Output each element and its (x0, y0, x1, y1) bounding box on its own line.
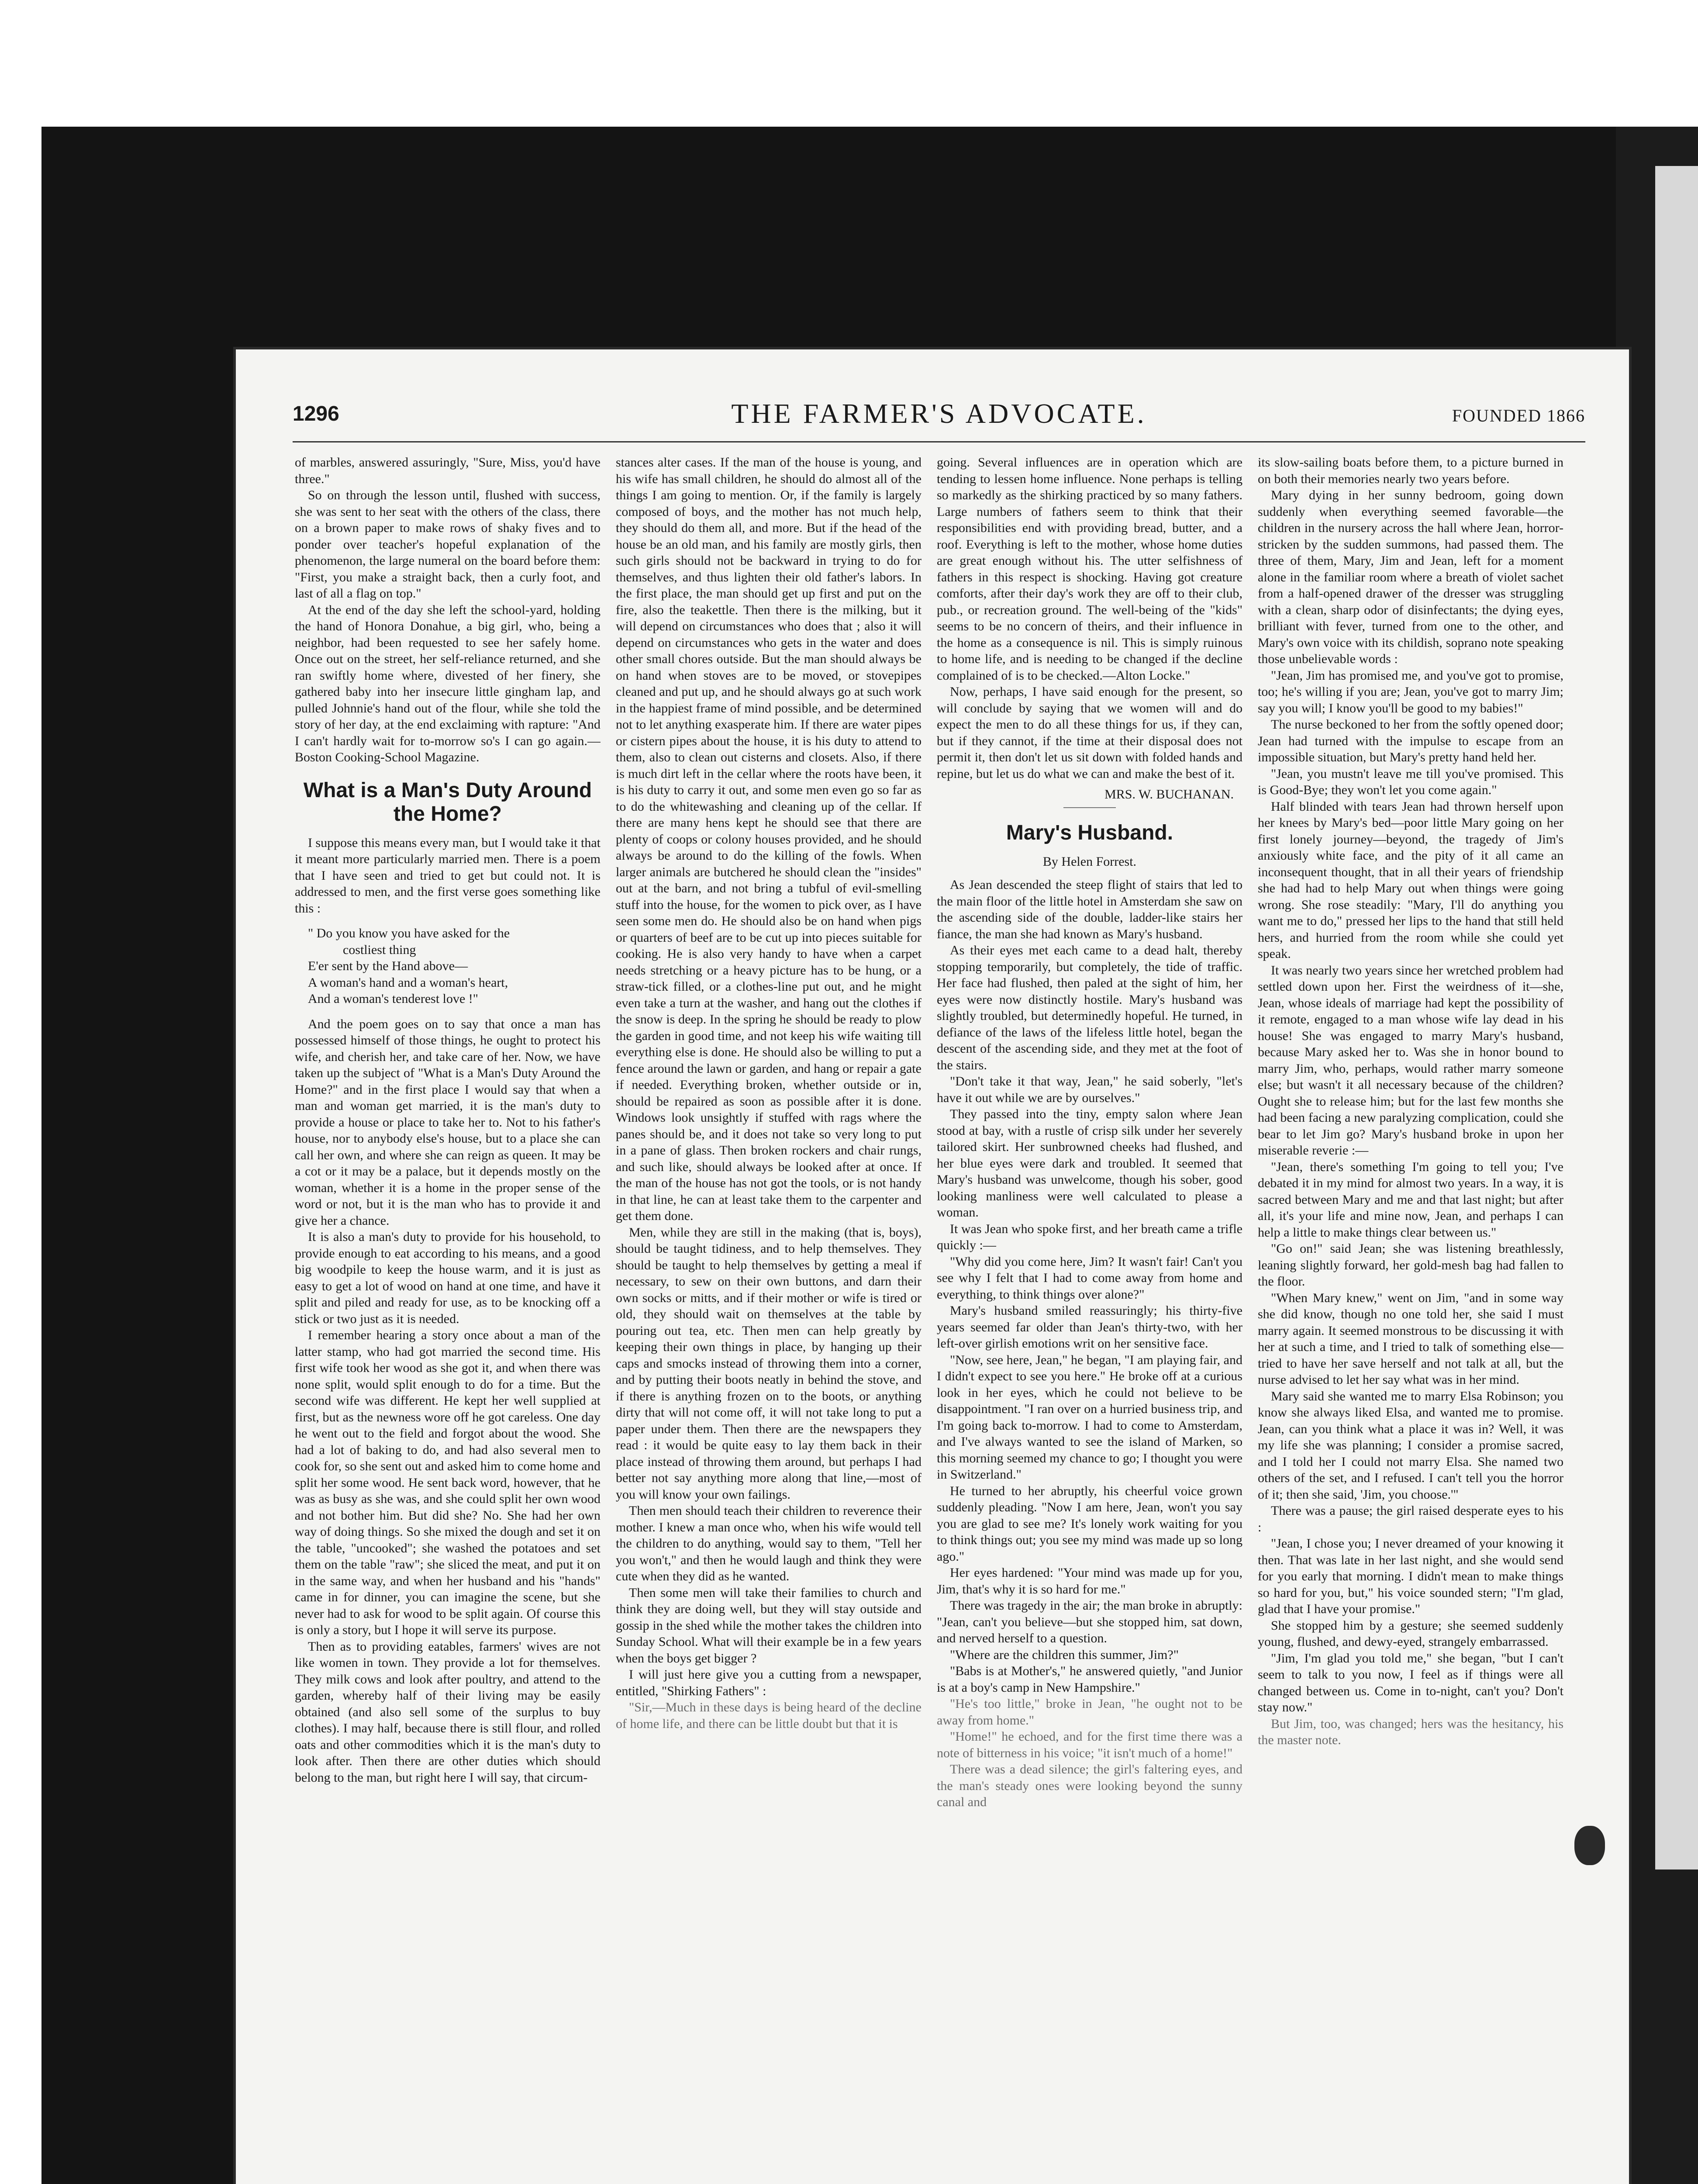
paragraph: I suppose this means every man, but I would take it that it meant more particularly married men. There is a poem that I have seen and tried to get but could not. It is addressed to men, and the first verse goes something like this : (295, 835, 601, 916)
poem-line: And a woman's tenderest love !" (308, 992, 479, 1006)
paragraph: Now, perhaps, I have said enough for the present, so will conclude by saying that we women will and do expect the men to do all these things for us, if they can, but if they cannot, if the time at their disposal does not permit it, then don't let us sit down with folded hands and repine, but let us do what we can and make the best of it. (937, 684, 1242, 781)
paragraph: "Go on!" said Jean; she was listening breathlessly, leaning slightly forward, her gold-mesh bag had fallen to the floor. (1258, 1241, 1563, 1289)
paragraph: "Now, see here, Jean," he began, "I am playing fair, and I didn't expect to see you here." He broke off at a curious look in her eyes, which he could not believe to be disappointment. "I ran over on a hurried business trip, and I'm going back to-morrow. I had to come to Amsterdam, and I've always wanted to see the island of Marken, so this morning seemed my chance to go; I thought you were in Switzerland." (937, 1352, 1242, 1482)
column-3 (937, 454, 1242, 2184)
paragraph: "Sir,—Much in these days is being heard of the decline of home life, and there can be little doubt but that it is (616, 1700, 921, 1731)
paragraph: They passed into the tiny, empty salon where Jean stood at bay, with a rustle of crisp silk under her severely tailored skirt. Her sunbrowned cheeks had flushed, and her blue eyes were dark and troubled. It seemed that Mary's husband was unwelcome, though his sober, good looking manliness were well calculated to please a woman. (937, 1107, 1242, 1220)
poem-line: A woman's hand and a woman's heart, (308, 975, 508, 990)
paragraph: There was a dead silence; the girl's faltering eyes, and the man's steady ones were looking beyond the sunny canal and (937, 1762, 1242, 1809)
paragraph: going. Several influences are in operation which are tending to lessen home influence. None perhaps is telling so markedly as the shirking practiced by so many fathers. Large numbers of fathers seem to think that their responsibilities end with providing bread, butter, and a roof. Everything is left to the mother, whose home duties are great enough without his. The utter selfishness of fathers in this respect is shocking. Having got creature comforts, after their day's work they are off to their club, pub., or recreation ground. The well-being of the "kids" seems to be no concern of theirs, and their influence in the home as a consequence is nil. This is simply ruinous to home life, and is needing to be changed if the decline complained of is to be checked.—Alton Locke." (937, 455, 1242, 683)
paragraph: "Jean, I chose you; I never dreamed of your knowing it then. That was late in her last night, and she would send for you early that morning. I didn't mean to make things so hard for you, but," his voice sounded stern; "I'm glad, glad that I have your promise." (1258, 1536, 1563, 1616)
paragraph: "When Mary knew," went on Jim, "and in some way she did know, though no one told her, she said I must marry again. It seemed monstrous to be discussing it with her at such a time, and I tried to talk of something else—tried to have her save herself and not talk at all, but the nurse advised to let her say what was in her mind. (1258, 1290, 1563, 1387)
page-header (293, 397, 1585, 442)
paragraph: "Babs is at Mother's," he answered quietly, "and Junior is at a boy's camp in New Hampshire." (937, 1664, 1242, 1695)
paragraph: "He's too little," broke in Jean, "he ought not to be away from home." (937, 1697, 1242, 1728)
paragraph: stances alter cases. If the man of the house is young, and his wife has small children, he should do almost all of the things I am going to mention. Or, if the family is largely composed of boys, and the mother has not much help, they should do them all, and more. But if the head of the house be an old man, and his family are mostly girls, then such girls should not be backward in trying to do for themselves, and thus lighten their old father's labors. In the first place, the man should get up first and put on the fire, also the teakettle. Then there is the milking, but it will depend on circumstances who does that ; also it will depend on circumstances who gets in the water and does other small chores outside. But the man should always be on hand when stoves are to be moved, or stovepipes cleaned and put up, and he should always go at such work in the happiest frame of mind possible, and be determined not to let anything exasperate him. If there are water pipes or cistern pipes about the house, it is his duty to attend to them, also to clean out cisterns and closets. Also, if there is much dirt left in the cellar where the roots have been, it is his duty to carry it out, and some men even go so far as to do the whitewashing and cleaning up of the cellar. If there are many hens kept he should see that there are plenty of coops or colony houses provided, and he should always be around to do the killing of the fowls. When larger animals are butchered he should clean the "insides" out at the barn, and not bring a tubful of evil-smelling stuff into the house, for the women to pick over, as I have seen some men do. He should also be on hand when pigs or quarters of beef are to be cut up into pieces suitable for cooking. He is also very handy to have when a carpet needs stretching or a heavy picture has to be hung, or a straw-tick filled, or a clothes-line put out, and he might even take a turn at the washer, and hang out the clothes if the snow is deep. In the spring he should be ready to plow the garden in good time, and not keep his wife waiting till everything else is done. He should also be willing to put a fence around the lawn or garden, and hang or repair a gate if needed. Everything broken, whether outside or in, should be repaired as soon as possible after it is done. Windows look unsightly if stuffed with rags where the panes should be, and it does not take so very long to put in a pane of glass. Then broken rockers and chair rungs, and such like, should always be looked after at once. If the man of the house has not got the tools, or is not handy in that line, he can at least take them to the carpenter and get them done. (616, 455, 921, 1223)
column-1 (295, 454, 601, 2184)
masthead-title: THE FARMER'S ADVOCATE. (731, 398, 1147, 429)
paragraph: It is also a man's duty to provide for his household, to provide enough to eat according to his means, and a good big woodpile to keep the house warm, and it is just as easy to get a lot of wood on hand at one time, and have it split and piled and ready for use, as to be knocking off a stick or two just as it is needed. (295, 1230, 601, 1326)
paragraph: At the end of the day she left the school-yard, holding the hand of Honora Donahue, a big girl, who, being a neighbor, had been requested to see her safely home. Once out on the street, her self-reliance returned, and she ran swiftly home where, divested of her finery, she gathered baby into her insecure little gingham lap, and pulled Johnnie's hand out of the flour, while she told the story of her day, at the end exclaiming with rapture: "And I can't hardly wait for to-morrow so's I can go again.—Boston Cooking-School Magazine. (295, 602, 601, 764)
byline: By Helen Forrest. (1042, 854, 1137, 869)
paragraph: "Where are the children this summer, Jim?" (950, 1647, 1179, 1662)
paragraph: "Jim, I'm glad you told me," she began, "but I can't seem to talk to you now, I feel as if things were all changed between us. Come in to-night, can't you? Don't stay now." (1258, 1651, 1563, 1714)
paragraph: She stopped him by a gesture; she seemed suddenly young, flushed, and dewy-eyed, strangely embarrassed. (1258, 1618, 1563, 1649)
paragraph: "Home!" he echoed, and for the first time there was a note of bitterness in his voice; "it isn't much of a home!" (937, 1729, 1242, 1760)
paragraph: So on through the lesson until, flushed with success, she was sent to her seat with the others of the class, there on a brown paper to make rows of shaky fives and to ponder over teacher's hopeful explanation of the phenomenon, the large numeral on the board before them: "First, you make a straight back, then a curly foot, and last of all a flag on top." (295, 488, 601, 601)
poem-line: costliest thing (343, 942, 416, 957)
column-4 (1258, 454, 1563, 2184)
founded-date: FOUNDED 1866 (1452, 406, 1585, 425)
poem-line: " Do you know you have asked for the (308, 926, 510, 940)
paragraph: "Why did you come here, Jim? It wasn't fair! Can't you see why I felt that I had to come away from home and everything, to think things over alone?" (937, 1254, 1242, 1302)
paragraph: Mary dying in her sunny bedroom, going down suddenly when everything seemed favorable—the children in the nursery across the hall where Jean, horror-stricken by the sudden summons, had passed them. The three of them, Mary, Jim and Jean, left for a moment alone in the familiar room where a breath of violet sachet from a half-opened drawer of the dresser was struggling with a clean, sharp odor of disinfectants; the dying eyes, brilliant with fever, turned from one to the other, and Mary's own voice with its childish, soprano note speaking those unbelievable words : (1258, 488, 1563, 666)
paragraph: "Don't take it that way, Jean," he said soberly, "let's have it out while we are by ourselves." (937, 1074, 1242, 1105)
paragraph: "Jean, Jim has promised me, and you've got to promise, too; he's willing if you are; Jean, you've got to marry Jim; say you will; I know you'll be good to my babies!" (1258, 668, 1563, 715)
paragraph: Then as to providing eatables, farmers' wives are not like women in town. They provide a lot for themselves. They milk cows and look after poultry, and attend to the garden, whereby half of their living may be easily obtained (and also sell some of the surplus to buy clothes). I may half, because there is still flour, and rolled oats and other commodities which it is the man's duty to look after. Then there are other duties which should belong to the man, but right here I will say, that circum- (295, 1639, 601, 1785)
page-number: 1296 (293, 402, 339, 425)
paragraph: I will just here give you a cutting from a newspaper, entitled, "Shirking Fathers" : (616, 1667, 921, 1698)
paragraph: "Jean, you mustn't leave me till you've promised. This is Good-Bye; they won't let you come again." (1258, 766, 1563, 797)
article-title: Mary's Husband. (1006, 821, 1173, 844)
paragraph: Then some men will take their families to church and think they are doing well, but they will stay outside and gossip in the shed while the mother takes the children into Sunday School. What will their example be in a few years when the boys get bigger ? (616, 1585, 921, 1666)
paragraph: of marbles, answered assuringly, "Sure, Miss, you'd have three." (295, 455, 601, 486)
divider (1063, 807, 1116, 808)
paragraph: There was tragedy in the air; the man broke in abruptly: "Jean, can't you believe—but she stopped him, sat down, and nerved herself to a question. (937, 1598, 1242, 1645)
paragraph: It was nearly two years since her wretched problem had settled down upon her. First the weirdness of it—she, Jean, whose ideals of marriage had kept the possibility of it remote, engaged to a man whose wife lay dead in his house! She was engaged to marry Mary's husband, because Mary asked her to. Was she in honor bound to marry Jim, who, perhaps, would rather marry someone else; but wasn't it all necessary because of the children? Ought she to release him; but for the last few months she had been facing a new paralyzing complication, could she bear to let Jim go? Mary's husband broke in upon her miserable reverie :— (1258, 963, 1563, 1158)
paragraph: The nurse beckoned to her from the softly opened door; Jean had turned with the impulse to escape from an impossible situation, but Mary's pretty hand held her. (1258, 717, 1563, 764)
paragraph: Men, while they are still in the making (that is, boys), should be taught tidiness, and to help themselves. They should be taught to help themselves by getting a meal if necessary, to sew on their own buttons, and darn their own socks or mitts, and if their mother or wife is tired or old, they should wait on themselves at the table by pouring out tea, etc. Then men can help greatly by keeping their own things in place, by hanging up their caps and smocks instead of throwing them into a corner, and by putting their boots neatly in behind the stove, and if there is anything frozen on to the boots, or anything dirty that will not come off, it will not take long to put a paper under them. Then there are the newspapers they read : it would be quite easy to lay them back in their place instead of throwing them around, but perhaps I had better not say anything more along that line,—most of you will know your own failings. (616, 1225, 921, 1502)
paragraph: There was a pause; the girl raised desperate eyes to his : (1258, 1503, 1563, 1534)
paragraph: Mary's husband smiled reassuringly; his thirty-five years seemed far older than Jean's thirty-two, with her left-over girlish emotions writ on her sensitive face. (937, 1303, 1242, 1351)
paragraph: its slow-sailing boats before them, to a picture burned in on both their memories nearly two years before. (1258, 455, 1563, 486)
newspaper-page (236, 349, 1629, 2184)
author-signature: MRS. W. BUCHANAN. (1104, 787, 1234, 802)
paragraph: It was Jean who spoke first, and her breath came a trifle quickly :— (937, 1221, 1242, 1252)
paragraph: I remember hearing a story once about a man of the latter stamp, who had got married the second time. His first wife took her wood as she got it, and when there was none split, would split enough to do for a time. But the second wife was different. He kept her well supplied at first, but as the newness wore off he got careless. One day he went out to the field and forgot about the wood. She had a lot of baking to do, and had also several men to cook for, so she sent out and asked him to come home and split her some wood. He sent back word, however, that he was as busy as she was, and she could split her own wood and not bother him. But did she? No. She had her own way of doing things. So she mixed the dough and set it on the table, "uncooked"; she washed the potatoes and set them on the table "raw"; she sliced the meat, and put it on in the same way, and when her husband and his "hands" came in for dinner, you can imagine the scene, but she never had to ask for wood to be split again. Of course this is only a story, but I hope it will serve its purpose. (295, 1328, 601, 1637)
paragraph: Her eyes hardened: "Your mind was made up for you, Jim, that's why it is so hard for me." (937, 1565, 1242, 1597)
paragraph: Mary said she wanted me to marry Elsa Robinson; you know she always liked Elsa, and wanted me to promise. Jean, can you think what a place it was in? Well, it was my life she was planning; I consider a promise sacred, and I told her I could not marry Elsa. She named two others of the set, and I refused. I can't tell you the horror of it; then she said, 'Jim, you choose.'" (1258, 1389, 1563, 1502)
paragraph: He turned to her abruptly, his cheerful voice grown suddenly pleading. "Now I am here, Jean, won't you say you are glad to see me? It's lonely work waiting for you to think things out; you see my mind was made up so long ago." (937, 1483, 1242, 1564)
paragraph: And the poem goes on to say that once a man has possessed himself of those things, he ought to protect his wife, and cherish her, and take care of her. Now, we have taken up the subject of "What is a Man's Duty Around the Home?" and in the first place I would say that when a man and woman get married, it is the man's duty to provide a house or place to take her to. Not to his father's house, nor to anybody else's house, but to a place she can call her own, and where she can reign as queen. It may be a cot or it may be a palace, but it depends mostly on the woman, whether it is a home in the proper sense of the word or not, but it is the man who has to provide it and give her a chance. (295, 1016, 601, 1228)
paragraph: Half blinded with tears Jean had thrown herself upon her knees by Mary's bed—poor little Mary going on her first lonely journey—beyond, the tragedy of Jim's anxiously white face, and the pity of it all came an inconsequent thought, that in all their years of friendship she had had to help Mary out when things were going wrong. She rose steadily: "Mary, I'll do anything you want me to do," pressed her lips to the hand that still held hers, and hurried from the room while she could yet speak. (1258, 799, 1563, 961)
paragraph: Then men should teach their children to reverence their mother. I knew a man once who, when his wife would tell the children to do anything, would say to them, "Tell her you won't," and then he would laugh and think they were cute when they did as he wanted. (616, 1503, 921, 1583)
paragraph: As their eyes met each came to a dead halt, thereby stopping temporarily, but completely, the tide of traffic. Her face had flushed, then paled at the sight of him, her eyes were now distinctly hostile. Mary's husband was slightly troubled, but determinedly hopeful. He turned, in defiance of the laws of the lifeless little hotel, began the descent of the ascending side, and they met at the foot of the stairs. (937, 943, 1242, 1072)
poem-verse (308, 925, 601, 1007)
paragraph: "Jean, there's something I'm going to tell you; I've debated it in my mind for almost two years. In a way, it is sacred between Mary and me and that last night; but after all, it's your life and mine now, Jean, and perhaps I can help a little to make things clear between us." (1258, 1159, 1563, 1240)
poem-line: E'er sent by the Hand above— (308, 959, 468, 973)
paragraph: As Jean descended the steep flight of stairs that led to the main floor of the little hotel in Amsterdam she saw on the ascending side of the double, ladder-like stairs her fiance, the man she had known as Mary's husband. (937, 878, 1242, 941)
adjacent-page-edge (1655, 166, 1698, 1870)
paragraph: But Jim, too, was changed; hers was the hesitancy, his the master note. (1258, 1716, 1563, 1747)
article-title: What is a Man's Duty Around the Home? (303, 778, 592, 826)
ink-blot (1574, 1826, 1605, 1865)
column-2 (616, 454, 921, 2184)
